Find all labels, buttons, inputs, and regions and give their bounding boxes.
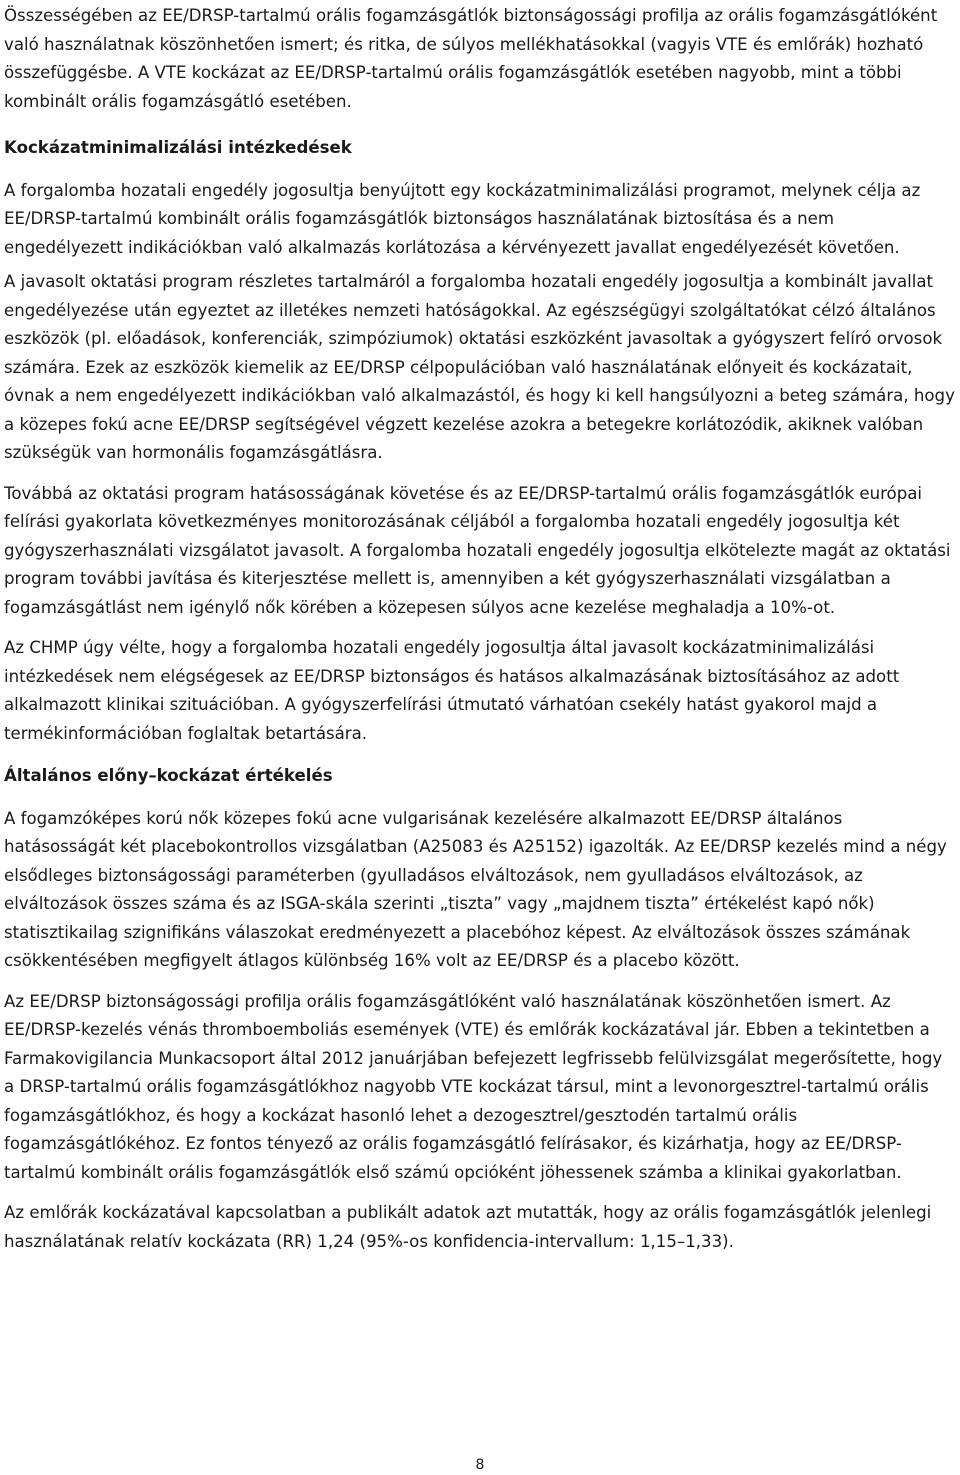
heading-benefit-risk: Általános előny–kockázat értékelés (4, 766, 333, 785)
benefit-paragraph-1: A fogamzóképes korú nők közepes fokú acne vulgarisának kezelésére alkalmazott EE/DRSP általános hatásosságát két placebokontrollos vizsgálatban (A25083 és A25152) igazolták. Az EE/DRSP kezelés mind a négy elsődleges biztonságossági paraméterben (gyulladásos elváltozások, nem gyulladásos elváltozások, az elváltozások összes száma és az ISGA-skála szerinti „tiszta” vagy „majdnem tiszta” értékelést kapó nők) statisztikailag szignifikáns válaszokat eredményezett a placebóhoz képest. Az elváltozások összes számának csökkentésében megfigyelt átlagos különbség 16% volt az EE/DRSP és a placebo között. (4, 808, 947, 970)
risk-paragraph-2: A javasolt oktatási program részletes tartalmáról a forgalomba hozatali engedély jogosultja a kombinált javallat engedélyezése után egyeztet az illetékes nemzeti hatóságokkal. Az egészségügyi szolgáltatókat célzó általános eszközök (pl. előadások, konferenciák, szimpóziumok) oktatási eszközként javasoltak a gyógyszert felíró orvosok számára. Ezek az eszközök kiemelik az EE/DRSP célpopulációban való használatának előnyeit és kockázatait, óvnak a nem engedélyezett indikációkban való alkalmazástól, és hogy ki kell hangsúlyozni a beteg számára, hogy a közepes fokú acne EE/DRSP segítségével végzett kezelése azokra a betegekre korlátozódik, akiknek valóban szükségük van hormonális fogamzásgátlásra. (4, 272, 955, 462)
heading-risk-minimisation: Kockázatminimalizálási intézkedések (4, 138, 352, 157)
page-number: 8 (475, 1457, 485, 1473)
benefit-paragraph-3: Az emlőrák kockázatával kapcsolatban a publikált adatok azt mutatták, hogy az orális fogamzásgátlók jelenlegi használatának relatív kockázata (RR) 1,24 (95%-os konfidencia-intervallum: 1,15–1,33). (4, 1203, 932, 1251)
risk-paragraph-3: Továbbá az oktatási program hatásosságának követése és az EE/DRSP-tartalmú orális fogamzásgátlók európai felírási gyakorlata következményes monitorozásának céljából a forgalomba hozatali engedély jogosultja két gyógyszerhasználati vizsgálatot javasolt. A forgalomba hozatali engedély jogosultja elkötelezte magát az oktatási program további javítása és kiterjesztése mellett is, amennyiben a két gyógyszerhasználati vizsgálatban a fogamzásgátlást nem igénylő nők körében a közepesen súlyos acne kezelése meghaladja a 10%-ot. (4, 483, 951, 617)
risk-paragraph-1: A forgalomba hozatali engedély jogosultja benyújtott egy kockázatminimalizálási programot, melynek célja az EE/DRSP-tartalmú kombinált orális fogamzásgátlók biztonságos használatának biztosítása és a nem engedélyezett indikációkban való alkalmazás korlátozása a kérvényezett javallat engedélyezését követően. (4, 180, 921, 257)
benefit-paragraph-2: Az EE/DRSP biztonságossági profilja orális fogamzásgátlóként való használatának köszönhetően ismert. Az EE/DRSP-kezelés vénás thromboemboliás események (VTE) és emlőrák kockázatával jár. Ebben a tekintetben a Farmakovigilancia Munkacsoport által 2012 januárjában befejezett legfrissebb felülvizsgálat megerősítette, hogy a DRSP-tartalmú orális fogamzásgátlókhoz nagyobb VTE kockázat társul, mint a levonorgesztrel-tartalmú orális fogamzásgátlókhoz, és hogy a kockázat hasonló lehet a dezogesztrel/gesztodén tartalmú orális fogamzásgátlókéhoz. Ez fontos tényező az orális fogamzásgátló felírásakor, és kizárhatja, hogy az EE/DRSP-tartalmú kombinált orális fogamzásgátlók első számú opcióként jöhessenek számba a klinikai gyakorlatban. (4, 991, 943, 1182)
risk-paragraph-4: Az CHMP úgy vélte, hogy a forgalomba hozatali engedély jogosultja által javasolt kockázatminimalizálási intézkedések nem elégségesek az EE/DRSP biztonságos és hatásos alkalmazásának biztosításához az adott alkalmazott klinikai szituációban. A gyógyszerfelírási útmutató várhatóan csekély hatást gyakorol majd a termékinformációban foglaltak betartására. (4, 638, 900, 743)
intro-paragraph: Összességében az EE/DRSP-tartalmú orális fogamzásgátlók biztonságossági profilja az orális fogamzásgátlóként való használatnak köszönhetően ismert; és ritka, de súlyos mellékhatásokkal (vagyis VTE és emlőrák) hozható összefüggésbe. A VTE kockázat az EE/DRSP-tartalmú orális fogamzásgátlók esetében nagyobb, mint a többi kombinált orális fogamzásgátló esetében. (4, 6, 938, 111)
document-page (4, 2, 956, 1256)
